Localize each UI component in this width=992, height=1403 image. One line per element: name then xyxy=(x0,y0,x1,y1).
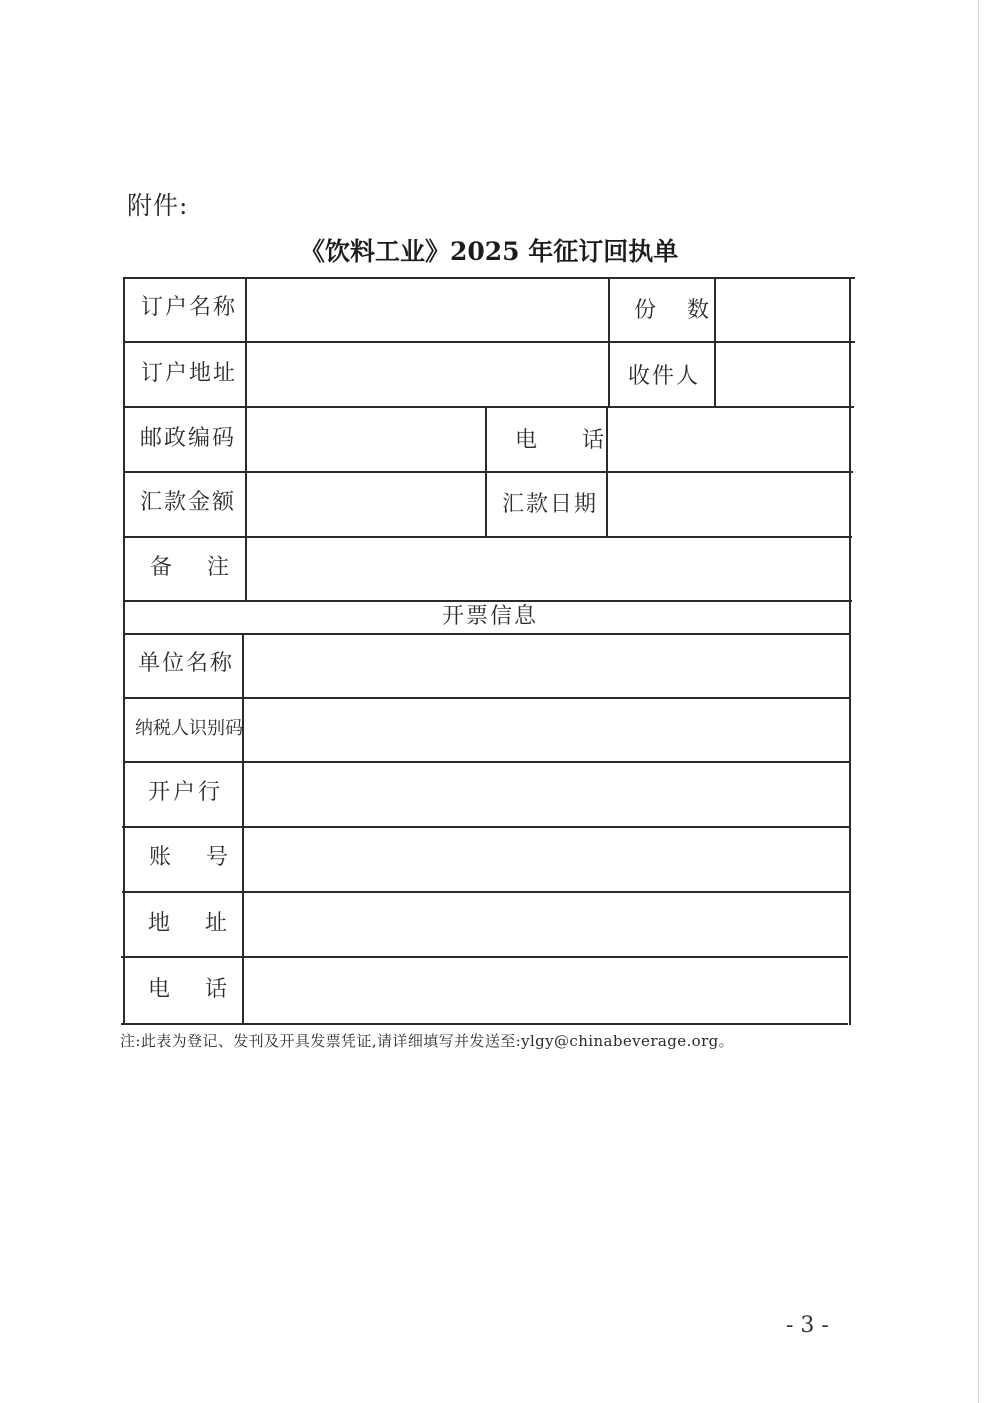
company-name-label: 单位名称 xyxy=(138,651,235,676)
attachment-label: 附件: xyxy=(127,191,189,220)
recipient-label: 收件人 xyxy=(628,364,701,389)
table-border-left xyxy=(123,277,125,1025)
bank-label: 开户行 xyxy=(148,780,224,805)
postal-code-label: 邮政编码 xyxy=(140,426,237,451)
invoice-phone-label: 电 话 xyxy=(148,977,227,1002)
form-title: 《饮料工业》2025 年征订回执单 xyxy=(300,237,679,266)
column-divider xyxy=(714,277,716,407)
column-divider xyxy=(245,277,247,601)
invoice-section-header: 开票信息 xyxy=(442,604,539,629)
subscriber-name-label: 订户名称 xyxy=(141,295,238,320)
column-divider xyxy=(606,406,608,537)
subscriber-address-label: 订户地址 xyxy=(141,361,238,386)
footnote: 注:此表为登记、发刊及开具发票凭证,请详细填写并发送至:ylgy@chinabeverage.org。 xyxy=(120,1032,735,1050)
row-divider xyxy=(125,471,853,473)
row-divider xyxy=(124,600,852,602)
invoice-address-label: 地 址 xyxy=(148,911,227,936)
column-divider xyxy=(242,634,244,1024)
page-number: - 3 - xyxy=(786,1313,829,1338)
remarks-label: 备 注 xyxy=(150,555,229,580)
row-divider xyxy=(124,536,852,538)
phone-label: 电 话 xyxy=(515,428,604,453)
page-edge xyxy=(978,0,979,1403)
row-divider xyxy=(125,341,855,343)
row-divider xyxy=(122,826,849,828)
taxpayer-id-label: 纳税人识别码 xyxy=(135,718,243,739)
table-border-top xyxy=(125,277,855,279)
remittance-date-label: 汇款日期 xyxy=(502,492,599,517)
remittance-amount-label: 汇款金额 xyxy=(140,490,237,515)
copies-label: 份 数 xyxy=(634,298,709,323)
row-divider xyxy=(121,956,848,958)
row-divider xyxy=(123,697,850,699)
column-divider xyxy=(608,277,610,407)
column-divider xyxy=(485,406,487,537)
row-divider xyxy=(122,891,849,893)
row-divider xyxy=(123,761,850,763)
table-border-right xyxy=(849,277,851,1025)
table-border-bottom xyxy=(121,1023,848,1025)
row-divider xyxy=(124,633,851,635)
account-label: 账 号 xyxy=(149,845,228,870)
row-divider xyxy=(125,406,854,408)
